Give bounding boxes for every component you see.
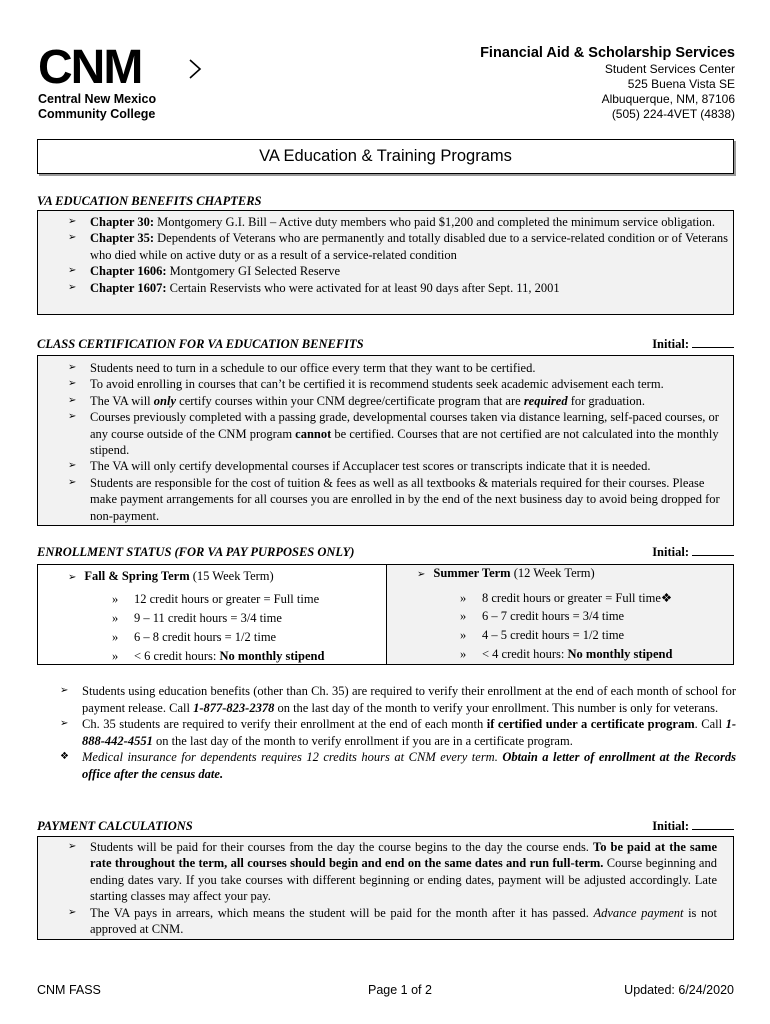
arrow-bullet-icon: ➢ [68,232,77,244]
list-item: ➢ The VA will only certify developmental courses if Accuplacer test scores or transcripts indicate that it is needed. [68,459,651,474]
diamond-bullet-icon: ❖ [60,751,69,762]
footer-left: CNM FASS [37,983,101,997]
list-item: ➢ Ch. 35 students are required to verify their enrollment at the end of each month if certified under a certificate program. Call 1-888-442-4551 on the last day of the month to verify enrollment if you are in a certificate program. [60,717,736,748]
payment-box [37,836,734,940]
logo-wordmark: CNM [38,41,142,94]
chevron-right-icon [188,58,202,80]
logo-line-1: Central New Mexico [38,92,157,106]
summer-header: ➢ Summer Term (12 Week Term) [417,566,595,580]
arrow-bullet-icon: ➢ [68,476,77,488]
arrow-bullet-icon: ➢ [60,718,69,729]
fall-spring-header: ➢ Fall & Spring Term (15 Week Term) [68,569,274,583]
list-item: ➢ Students using education benefits (other than Ch. 35) are required to verify their enrollment at the end of each month of school for payment release. Call 1-877-823-2378 on the last day of the month to verify your enrollment. This number is only for veterans. [60,684,736,715]
list-item: ➢ Chapter 1606: Montgomery GI Selected Reserve [68,264,341,279]
initial-field[interactable]: Initial: [652,337,734,352]
arrow-bullet-icon: ➢ [68,460,77,472]
list-item: » 8 credit hours or greater = Full time❖ [460,591,673,605]
cnm-logo [38,41,208,122]
initial-field[interactable]: Initial: [652,819,734,834]
list-item: ➢ Students need to turn in a schedule to our office every term that they want to be certified. [68,361,536,375]
list-item: ➢ Chapter 30: Montgomery G.I. Bill – Active duty members who paid $1,200 and completed the minimum service obligation. [68,215,716,229]
list-item: » < 4 credit hours: No monthly stipend [460,647,673,661]
initial-blank[interactable] [692,545,734,556]
initial-field[interactable]: Initial: [652,545,734,560]
certification-heading-text: CLASS CERTIFICATION FOR VA EDUCATION BENEFITS [37,337,364,351]
fall-spring-column [38,565,387,664]
office-title: Financial Aid & Scholarship Services [480,45,735,61]
list-item: » 12 credit hours or greater = Full time [112,592,320,606]
arrow-bullet-icon: ➢ [68,378,77,390]
arrow-bullet-icon: ➢ [68,265,77,277]
payment-heading [37,819,734,834]
updated-date: Updated: 6/24/2020 [624,983,734,997]
payment-heading-text: PAYMENT CALCULATIONS [37,819,193,833]
verification-notes [60,683,736,782]
list-item: ➢ The VA pays in arrears, which means the student will be paid for the month after it has passed. Advance payment is not approved at CNM. [68,905,717,937]
initial-blank[interactable] [692,337,734,348]
list-item: » 9 – 11 credit hours = 3/4 time [112,611,282,625]
office-line: Albuquerque, NM, 87106 [601,92,735,106]
list-item: ➢ Students are responsible for the cost of tuition & fees as well as all textbooks & materials required for their courses. Please make payment arrangements for all courses you are enrolled in by the end of the next business day to avoid being dropped for non-payment. [68,475,720,523]
list-item: ❖ Medical insurance for dependents requires 12 credits hours at CNM every term. Obtain a letter of enrollment at the Records office after the census date. [60,750,736,781]
list-item: ➢ Students will be paid for their courses from the day the course begins to the day the course ends. To be paid at the same rate throughout the term, all courses should begin and end on the same dates and run full-term. Course beginning and ending dates vary. If you take courses with different beginning or ending dates, payment will be adjusted accordingly. Late starting classes may affect your pay. [68,840,718,904]
initial-blank[interactable] [692,819,734,830]
chapters-heading [37,194,734,209]
page-number: Page 1 of 2 [368,983,432,997]
enrollment-heading [37,545,734,560]
chapters-box [37,210,734,315]
arrow-bullet-icon: ➢ [68,572,77,583]
arrow-bullet-icon: ➢ [68,394,77,406]
arrow-bullet-icon: ➢ [68,841,77,852]
list-item: » 6 – 8 credit hours = 1/2 time [112,630,277,644]
list-item: ➢ The VA will only certify courses within your CNM degree/certificate program that are required for graduation. [68,393,645,408]
arrow-bullet-icon: ➢ [417,569,426,580]
certification-box [37,355,734,526]
office-line: 525 Buena Vista SE [627,77,735,91]
list-item: ➢ Chapter 35: Dependents of Veterans who are permanently and totally disabled due to a service-related condition or of Veterans who died while on active duty or as a result of a service-related condition [68,231,729,262]
office-address-block [480,44,735,122]
list-item: » 6 – 7 credit hours = 3/4 time [460,609,625,623]
office-line: Student Services Center [604,62,735,76]
list-item: ➢ Courses previously completed with a passing grade, developmental courses taken via distance learning, self-paced courses, or any course outside of the CNM program cannot be certified. Courses that are not certified are not calculated into the monthly stipend. [68,410,719,458]
chapters-heading-text: VA EDUCATION BENEFITS CHAPTERS [37,194,262,208]
list-item: » 4 – 5 credit hours = 1/2 time [460,628,625,642]
list-item: ➢ Chapter 1607: Certain Reservists who were activated for at least 90 days after Sept. 11, 2001 [68,280,560,295]
enrollment-table [37,564,734,665]
list-item: » < 6 credit hours: No monthly stipend [112,649,325,663]
arrow-bullet-icon: ➢ [68,362,77,373]
document-title: VA Education & Training Programs [37,139,734,174]
certification-heading [37,337,734,352]
arrow-bullet-icon: ➢ [68,216,77,227]
list-item: ➢ To avoid enrolling in courses that can’t be certified it is recommend students seek academic advisement each term. [68,377,664,392]
arrow-bullet-icon: ➢ [68,411,77,423]
office-phone: (505) 224-4VET (4838) [611,107,735,121]
summer-column [387,565,733,664]
arrow-bullet-icon: ➢ [68,281,77,293]
arrow-bullet-icon: ➢ [68,906,77,918]
arrow-bullet-icon: ➢ [60,685,69,696]
logo-line-2: Community College [38,107,156,121]
enrollment-heading-text: ENROLLMENT STATUS (FOR VA PAY PURPOSES ONLY) [37,545,355,559]
